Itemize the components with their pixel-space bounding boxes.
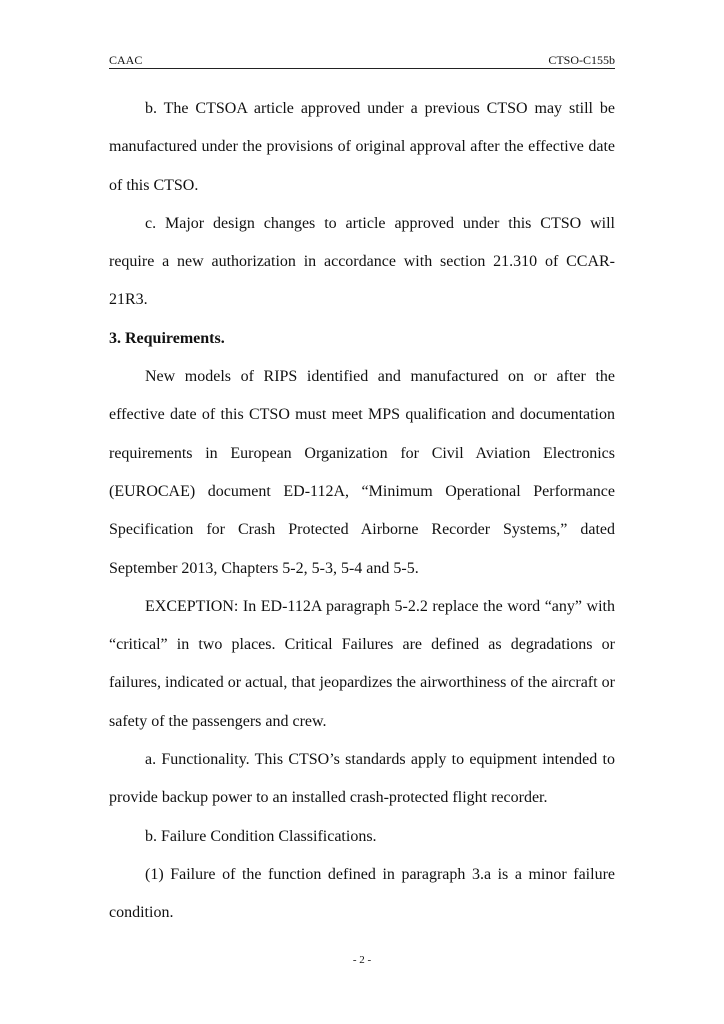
header-doc-id: CTSO-C155b <box>548 53 615 67</box>
section-heading-requirements: 3. Requirements. <box>109 329 225 347</box>
page-body <box>109 90 615 933</box>
page-header <box>109 50 615 69</box>
paragraph-failure-condition: (1) Failure of the function defined in paragraph 3.a is a minor failure condition. <box>109 865 615 922</box>
page-number: - 2 - <box>352 954 372 966</box>
paragraph-failure-classifications: b. Failure Condition Classifications. <box>145 827 377 845</box>
header-org: CAAC <box>109 53 143 67</box>
paragraph-requirements: New models of RIPS identified and manufactured on or after the effective date of this CTSO must meet MPS qualification and documentation requirements in European Organization for Civil Aviation Electronics (EUROCAE) document ED-112A, “Minimum Operational Performance Specification for Crash Protected Airborne Recorder Systems,” dated September 2013, Chapters 5-2, 5-3, 5-4 and 5-5. <box>109 368 615 577</box>
paragraph-major-design-changes: c. Major design changes to article approved under this CTSO will require a new authorization in accordance with section 21.310 of CCAR-21R3. <box>109 214 615 309</box>
paragraph-functionality: a. Functionality. This CTSO’s standards apply to equipment intended to provide backup power to an installed crash-protected flight recorder. <box>109 751 615 807</box>
paragraph-exception: EXCEPTION: In ED-112A paragraph 5-2.2 replace the word “any” with “critical” in two places. Critical Failures are defined as degradations or failures, indicated or actual, that jeopardizes the airworthiness of the aircraft or safety of the passengers and crew. <box>109 597 615 730</box>
paragraph-previous-ctso: b. The CTSOA article approved under a previous CTSO may still be manufactured under the provisions of original approval after the effective date of this CTSO. <box>109 100 615 194</box>
